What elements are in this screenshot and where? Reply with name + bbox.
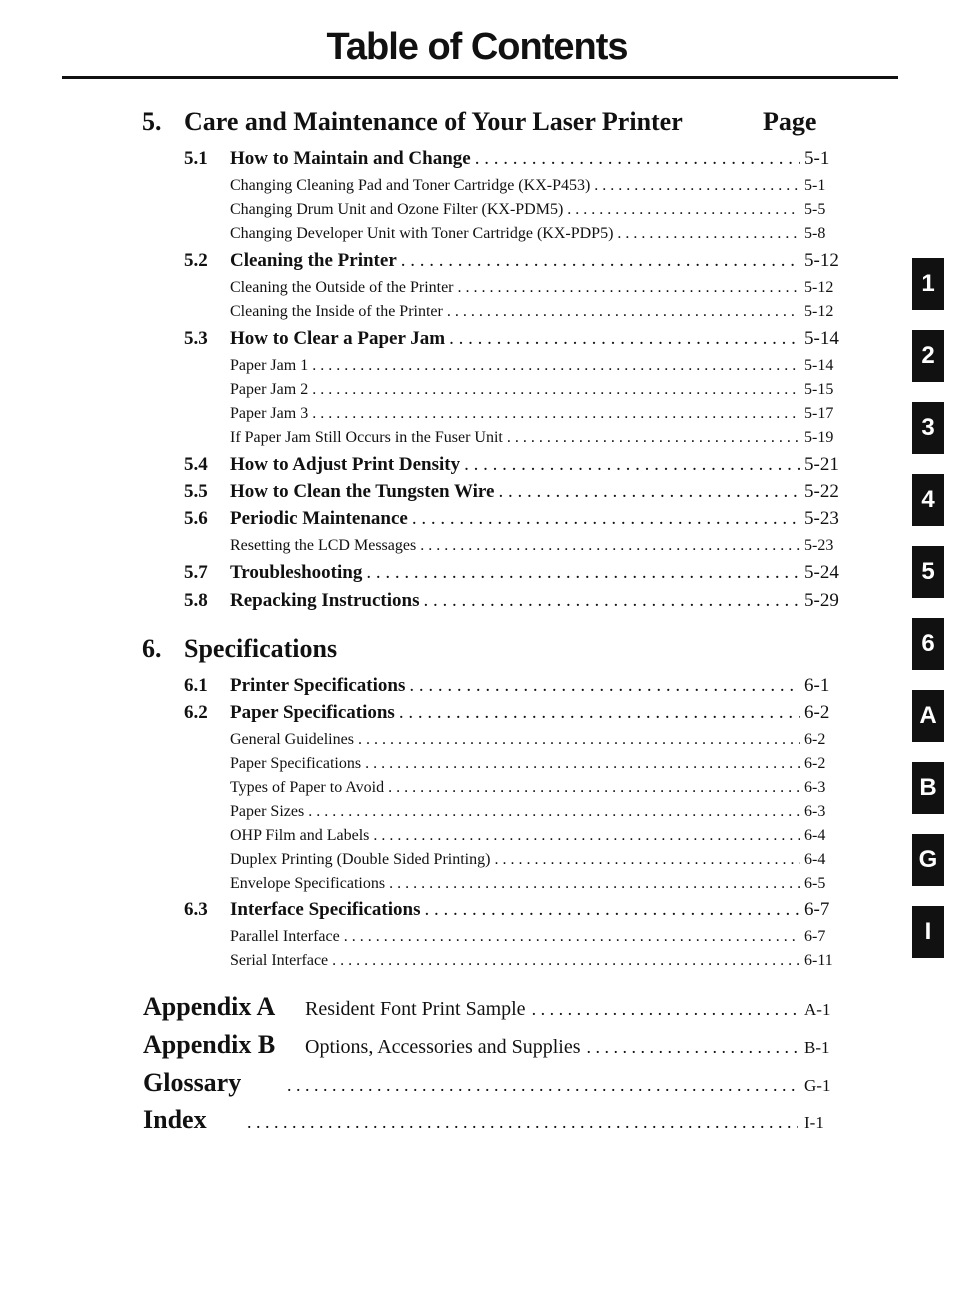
section-number: 5.2: [184, 250, 208, 271]
page-number: 5-14: [804, 357, 834, 374]
page-number: 5-29: [804, 590, 839, 611]
page-number: 5-12: [804, 303, 834, 320]
section-title: How to Adjust Print Density: [230, 454, 461, 475]
subsection-title: Changing Developer Unit with Toner Cartridge (KX-PDP5): [230, 225, 614, 242]
toc-appendix-entry[interactable]: [143, 1105, 844, 1135]
chapter-tab-2[interactable]: 2: [912, 330, 944, 382]
section-number: 5.6: [184, 508, 208, 529]
page-title: Table of Contents: [326, 26, 628, 68]
section-number: 5.5: [184, 481, 208, 502]
dot-leader: [358, 731, 800, 749]
dot-leader: [447, 303, 800, 321]
chapter-6-number: 6.: [142, 634, 162, 663]
section-number: 6.2: [184, 702, 208, 723]
toc-section-entry[interactable]: [184, 702, 844, 728]
section-number: 6.1: [184, 675, 208, 696]
section-title: How to Clear a Paper Jam: [230, 328, 446, 349]
toc-subsection-entry[interactable]: [230, 803, 844, 825]
section-number: 5.4: [184, 454, 208, 475]
toc-section-entry[interactable]: [184, 590, 844, 616]
dot-leader: [567, 201, 800, 219]
subsection-title: Serial Interface: [230, 952, 329, 969]
dot-leader: [532, 999, 798, 1020]
section-title: Periodic Maintenance: [230, 508, 408, 529]
subsection-title: Changing Cleaning Pad and Toner Cartridge (KX-P453): [230, 177, 591, 194]
subsection-title: General Guidelines: [230, 731, 354, 748]
toc-subsection-entry[interactable]: [230, 875, 844, 897]
dot-leader: [420, 537, 800, 555]
dot-leader: [617, 225, 800, 243]
chapter-6-title: Specifications: [184, 634, 338, 663]
appendix-title: Options, Accessories and Supplies: [305, 1036, 581, 1058]
subsection-title: Paper Sizes: [230, 803, 305, 820]
page-number: 5-24: [804, 562, 839, 583]
toc-section-entry[interactable]: [184, 481, 844, 507]
toc-section-entry[interactable]: [184, 562, 844, 588]
page-number: 6-7: [804, 928, 826, 945]
chapter-tab-6[interactable]: 6: [912, 618, 944, 670]
dot-leader: [409, 675, 800, 697]
toc-subsection-entry[interactable]: [230, 303, 844, 325]
section-title: Troubleshooting: [230, 562, 363, 583]
page-number: 5-8: [804, 225, 826, 242]
toc-subsection-entry[interactable]: [230, 755, 844, 777]
section-number: 5.3: [184, 328, 208, 349]
toc-section-entry[interactable]: [184, 508, 844, 534]
toc-appendix-entry[interactable]: [143, 1030, 844, 1060]
toc-section-entry[interactable]: [184, 675, 844, 701]
dot-leader: [247, 1112, 798, 1133]
dot-leader: [498, 481, 800, 503]
page-number: 6-3: [804, 779, 826, 796]
dot-leader: [458, 279, 800, 297]
toc-section-entry[interactable]: [184, 328, 844, 354]
dot-leader: [366, 562, 800, 584]
dot-leader: [344, 928, 800, 946]
subsection-title: Paper Jam 2: [230, 381, 309, 398]
page-number: 6-5: [804, 875, 826, 892]
section-title: Printer Specifications: [230, 675, 406, 696]
dot-leader: [507, 429, 800, 447]
page-number: 5-5: [804, 201, 826, 218]
toc-section-entry[interactable]: [184, 454, 844, 480]
page-number: 6-2: [804, 731, 826, 748]
toc-subsection-entry[interactable]: [230, 731, 844, 753]
toc-appendix-entry[interactable]: [143, 1068, 844, 1098]
subsection-title: Cleaning the Inside of the Printer: [230, 303, 443, 320]
toc-section-entry[interactable]: [184, 250, 844, 276]
section-number: 5.8: [184, 590, 208, 611]
dot-leader: [494, 851, 800, 869]
chapter-tab-1[interactable]: 1: [912, 258, 944, 310]
chapter-5-title: Care and Maintenance of Your Laser Printer: [184, 107, 683, 136]
subsection-title: Duplex Printing (Double Sided Printing): [230, 851, 491, 868]
page-number: 5-17: [804, 405, 834, 422]
subsection-title: Paper Specifications: [230, 755, 362, 772]
section-title: Cleaning the Printer: [230, 250, 397, 271]
toc-subsection-entry[interactable]: [230, 952, 844, 974]
dot-leader: [594, 177, 800, 195]
section-number: 5.1: [184, 148, 208, 169]
subsection-title: Parallel Interface: [230, 928, 340, 945]
toc-subsection-entry[interactable]: [230, 225, 844, 247]
section-title: How to Maintain and Change: [230, 148, 471, 169]
subsection-title: Cleaning the Outside of the Printer: [230, 279, 454, 296]
page-number: 5-1: [804, 148, 830, 169]
subsection-title: Envelope Specifications: [230, 875, 386, 892]
dot-leader: [312, 357, 800, 375]
toc-subsection-entry[interactable]: [230, 928, 844, 950]
dot-leader: [388, 779, 800, 797]
subsection-title: Changing Drum Unit and Ozone Filter (KX-PDM5): [230, 201, 564, 218]
page-number: I-1: [804, 1113, 824, 1132]
section-number: 5.7: [184, 562, 208, 583]
appendix-title: Resident Font Print Sample: [305, 998, 526, 1020]
dot-leader: [464, 454, 800, 476]
page-number: 5-12: [804, 279, 834, 296]
toc-subsection-entry[interactable]: [230, 405, 844, 427]
chapter-tab-g[interactable]: G: [912, 834, 944, 886]
toc-subsection-entry[interactable]: [230, 177, 844, 199]
page-number: 6-4: [804, 827, 826, 844]
dot-leader: [365, 755, 800, 773]
dot-leader: [287, 1075, 798, 1096]
chapter-tab-i[interactable]: I: [912, 906, 944, 958]
page-number: 5-15: [804, 381, 834, 398]
toc-subsection-entry[interactable]: [230, 537, 844, 559]
dot-leader: [332, 952, 800, 970]
page-number: 5-23: [804, 537, 834, 554]
chapter-tab-3[interactable]: 3: [912, 402, 944, 454]
dot-leader: [424, 899, 800, 921]
title-rule: [62, 76, 898, 79]
chapter-5-number: 5.: [142, 107, 162, 136]
page-number: G-1: [804, 1076, 831, 1095]
page-number: 6-2: [804, 702, 830, 723]
section-title: Paper Specifications: [230, 702, 395, 723]
appendix-label: Glossary: [143, 1068, 242, 1097]
page-number: 5-23: [804, 508, 839, 529]
dot-leader: [401, 250, 800, 272]
page-number: 5-21: [804, 454, 839, 475]
page-number: 5-22: [804, 481, 839, 502]
page-number: 6-3: [804, 803, 826, 820]
section-number: 6.3: [184, 899, 208, 920]
chapter-5-heading: [142, 107, 683, 137]
page-number: 6-2: [804, 755, 826, 772]
page-column-heading: Page: [763, 107, 817, 136]
chapter-tab-4[interactable]: 4: [912, 474, 944, 526]
dot-leader: [475, 148, 800, 170]
dot-leader: [312, 381, 800, 399]
toc-subsection-entry[interactable]: [230, 201, 844, 223]
dot-leader: [308, 803, 800, 821]
appendix-label: Index: [143, 1105, 207, 1134]
dot-leader: [412, 508, 800, 530]
page-number: B-1: [804, 1038, 830, 1057]
appendix-label: Appendix A: [143, 992, 276, 1021]
page-number: 5-14: [804, 328, 839, 349]
chapter-tab-a[interactable]: A: [912, 690, 944, 742]
subsection-title: Resetting the LCD Messages: [230, 537, 417, 554]
toc-subsection-entry[interactable]: [230, 357, 844, 379]
chapter-tab-b[interactable]: B: [912, 762, 944, 814]
chapter-tab-5[interactable]: 5: [912, 546, 944, 598]
toc-subsection-entry[interactable]: [230, 779, 844, 801]
toc-subsection-entry[interactable]: [230, 381, 844, 403]
subsection-title: Paper Jam 3: [230, 405, 309, 422]
page-number: 5-12: [804, 250, 839, 271]
toc-section-entry[interactable]: [184, 148, 844, 174]
toc-subsection-entry[interactable]: [230, 827, 844, 849]
subsection-title: Paper Jam 1: [230, 357, 309, 374]
page-number: 5-1: [804, 177, 826, 194]
dot-leader: [399, 702, 800, 724]
dot-leader: [389, 875, 800, 893]
toc-subsection-entry[interactable]: [230, 851, 844, 873]
subsection-title: Types of Paper to Avoid: [230, 779, 385, 796]
page-number: A-1: [804, 1000, 831, 1019]
subsection-title: OHP Film and Labels: [230, 827, 370, 844]
toc-section-entry[interactable]: [184, 899, 844, 925]
section-title: Repacking Instructions: [230, 590, 420, 611]
section-title: Interface Specifications: [230, 899, 421, 920]
dot-leader: [424, 590, 801, 612]
page-number: 6-4: [804, 851, 826, 868]
chapter-6-heading: [142, 634, 337, 664]
subsection-title: If Paper Jam Still Occurs in the Fuser Unit: [230, 429, 503, 446]
dot-leader: [587, 1037, 798, 1058]
page-number: 6-11: [804, 952, 833, 969]
page-number: 6-7: [804, 899, 830, 920]
section-title: How to Clean the Tungsten Wire: [230, 481, 495, 502]
toc-subsection-entry[interactable]: [230, 429, 844, 451]
page-number: 5-19: [804, 429, 834, 446]
appendix-label: Appendix B: [143, 1030, 276, 1059]
toc-subsection-entry[interactable]: [230, 279, 844, 301]
page-number: 6-1: [804, 675, 830, 696]
dot-leader: [449, 328, 800, 350]
toc-appendix-entry[interactable]: [143, 992, 844, 1022]
dot-leader: [373, 827, 800, 845]
dot-leader: [312, 405, 800, 423]
